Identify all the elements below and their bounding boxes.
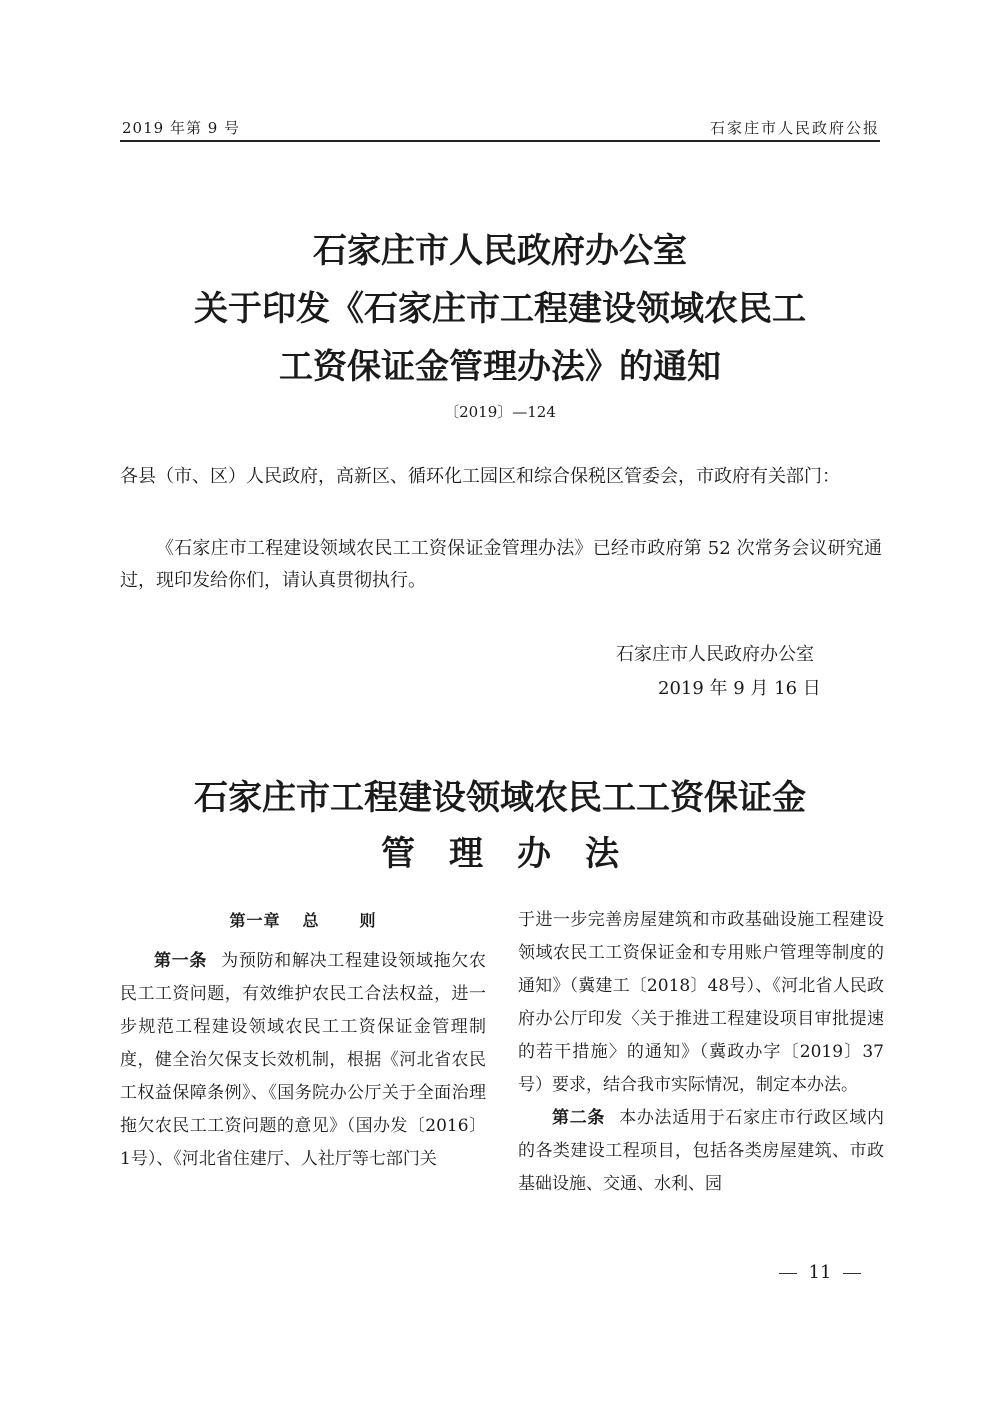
measures-title-line2: 管理办法	[381, 834, 653, 874]
article-1	[120, 945, 486, 1176]
notice-title	[100, 222, 900, 396]
signature-organization: 石家庄市人民政府办公室	[616, 644, 814, 665]
publication-name: 石家庄市人民政府公报	[709, 119, 880, 137]
notice-title-line: 工资保证金管理办法》的通知	[279, 347, 721, 387]
measures-title-line1: 石家庄市工程建设领域农民工工资保证金	[194, 778, 806, 818]
issue-label: 2019 年第 9 号	[122, 119, 241, 137]
notice-title-line: 石家庄市人民政府办公室	[313, 231, 687, 271]
header-rule	[120, 140, 880, 142]
article-1-text: 为预防和解决工程建设领域拖欠农民工工资问题，有效维护农民工合法权益，进一步规范工程建设领域农民工工资保证金管理制度，健全治欠保支长效机制，根据《河北省农民工权益保障条例》、《国务院办公厅关于全面治理拖欠农民工工资问题的意见》（国办发〔2016〕1号）、《河北省住建厅、人社厅等七部门关	[120, 951, 487, 1169]
notice-title-line: 关于印发《石家庄市工程建设领域农民工	[194, 289, 806, 329]
signature-date: 2019 年 9 月 16 日	[658, 678, 821, 699]
chapter-name-a: 总	[302, 911, 320, 930]
dash-left	[779, 1273, 797, 1274]
left-column	[120, 904, 486, 1176]
article-2	[518, 1102, 884, 1201]
notice-body: 《石家庄市工程建设领域农民工工资保证金管理办法》已经市政府第 52 次常务会议研究通过，现印发给你们，请认真贯彻执行。	[120, 538, 882, 591]
page-number	[760, 1262, 880, 1283]
addressee: 各县（市、区）人民政府，高新区、循环化工园区和综合保税区管委会，市政府有关部门：	[120, 466, 840, 487]
article-1-continued: 于进一步完善房屋建筑和市政基础设施工程建设领域农民工工资保证金和专用账户管理等制度的通知》（冀建工〔2018〕48号）、《河北省人民政府办公厅印发〈关于推进工程建设项目审批提速的若干措施〉的通知》（冀政办字〔2019〕37 号）要求，结合我市实际情况，制定本办法。	[518, 910, 884, 1095]
chapter-heading	[120, 904, 486, 937]
article-2-label: 第二条	[552, 1108, 606, 1128]
article-1-label: 第一条	[154, 951, 208, 971]
chapter-number: 第一章	[229, 911, 281, 930]
right-column	[518, 904, 884, 1201]
chapter-name-b: 则	[359, 911, 377, 930]
document-number: 〔2019〕—124	[444, 403, 556, 421]
page-number-value: 11	[808, 1262, 832, 1283]
measures-title	[100, 770, 900, 882]
article-2-text: 本办法适用于石家庄市行政区域内的各类建设工程项目，包括各类房屋建筑、市政基础设施、交通、水利、园	[518, 1108, 885, 1194]
dash-right	[843, 1273, 861, 1274]
